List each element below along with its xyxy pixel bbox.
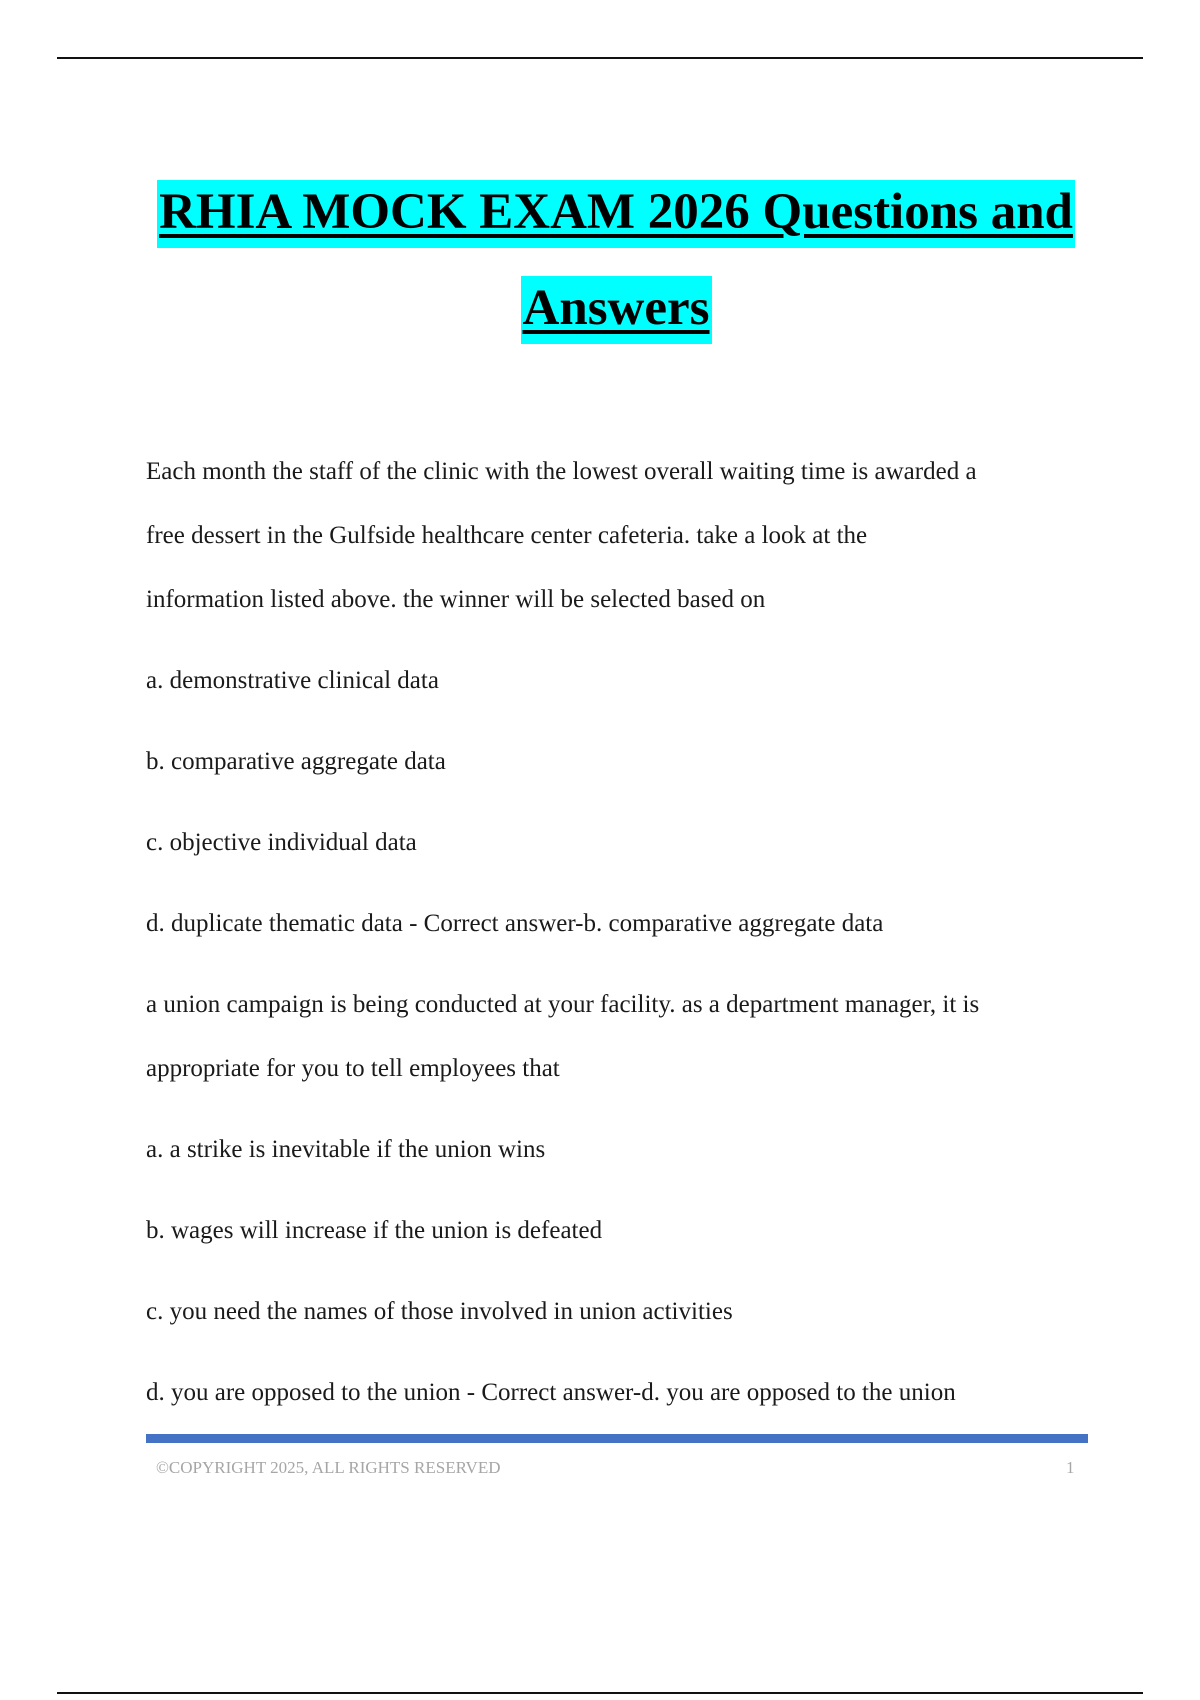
page-bottom-rule xyxy=(57,1692,1143,1694)
title-line-1: RHIA MOCK EXAM 2026 Questions and xyxy=(157,180,1075,248)
question-2-option-c: c. you need the names of those involved in union activities xyxy=(146,1298,733,1325)
footer-copyright: ©COPYRIGHT 2025, ALL RIGHTS RESERVED xyxy=(156,1458,501,1477)
question-1 xyxy=(146,440,1096,956)
question-1-option-b: b. comparative aggregate data xyxy=(146,748,446,775)
question-2-stem-line-1: a union campaign is being conducted at your facility. as a department manager, it is xyxy=(146,991,980,1018)
question-2-option-a: a. a strike is inevitable if the union wins xyxy=(146,1136,546,1163)
page-top-rule xyxy=(57,57,1143,59)
question-2-option-d-answer: d. you are opposed to the union - Correct answer-d. you are opposed to the union xyxy=(146,1379,956,1406)
question-2-stem-line-2: appropriate for you to tell employees that xyxy=(146,1055,560,1082)
question-1-option-c: c. objective individual data xyxy=(146,829,417,856)
question-1-option-d-answer: d. duplicate thematic data - Correct answer-b. comparative aggregate data xyxy=(146,910,884,937)
question-2 xyxy=(146,973,1096,1425)
exam-content xyxy=(146,440,1096,1442)
question-1-stem-line-3: information listed above. the winner will be selected based on xyxy=(146,586,766,613)
question-1-option-a: a. demonstrative clinical data xyxy=(146,667,439,694)
title-line-2: Answers xyxy=(521,276,712,344)
question-1-stem-line-2: free dessert in the Gulfside healthcare center cafeteria. take a look at the xyxy=(146,522,868,549)
question-1-stem-line-1: Each month the staff of the clinic with the lowest overall waiting time is awarded a xyxy=(146,458,977,485)
document-title xyxy=(146,180,1086,344)
footer-accent-bar xyxy=(146,1434,1088,1443)
question-2-option-b: b. wages will increase if the union is defeated xyxy=(146,1217,603,1244)
footer-page-number: 1 xyxy=(1066,1458,1075,1477)
